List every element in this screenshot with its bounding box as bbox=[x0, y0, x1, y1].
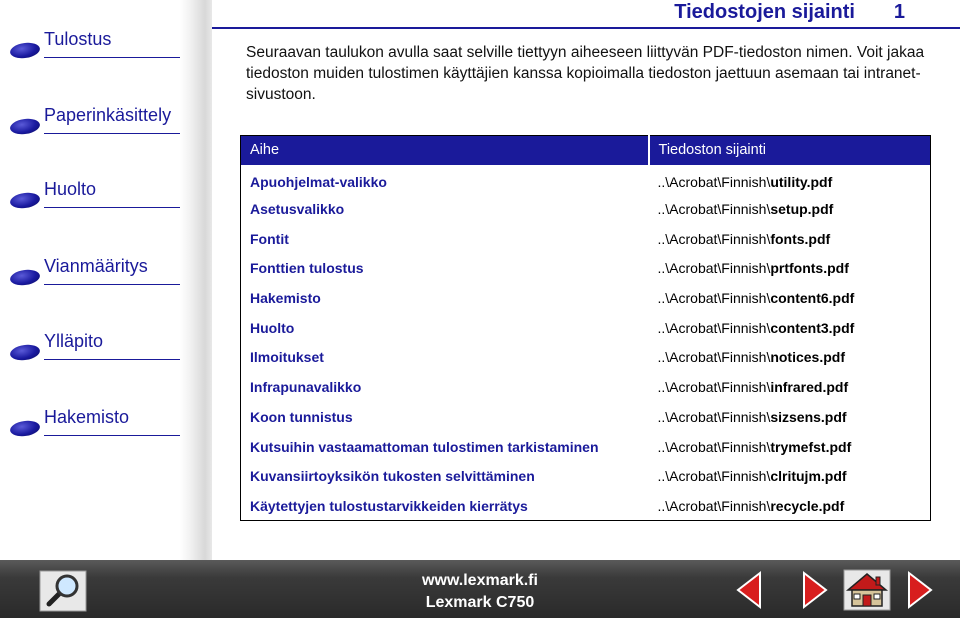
sidebar-item-paperinkasittely[interactable] bbox=[8, 96, 184, 136]
sidebar bbox=[0, 0, 212, 560]
sidebar-item-label: Huolto bbox=[44, 179, 97, 199]
link-underline bbox=[44, 207, 180, 208]
previous-page-button[interactable] bbox=[734, 570, 764, 610]
sidebar-item-tulostus[interactable] bbox=[8, 20, 184, 60]
file-name: trymefst.pdf bbox=[770, 438, 852, 455]
topic-link[interactable]: Huolto bbox=[250, 319, 295, 336]
sidebar-item-label: Paperinkäsittely bbox=[44, 105, 172, 125]
topic-link[interactable]: Infrapunavalikko bbox=[250, 379, 362, 396]
table-row bbox=[241, 402, 931, 432]
sidebar-item-label: Vianmääritys bbox=[44, 256, 148, 276]
bullet-icon bbox=[9, 419, 41, 438]
file-path bbox=[649, 194, 931, 224]
file-name: infrared.pdf bbox=[770, 379, 849, 396]
path-prefix: ..\Acrobat\Finnish\ bbox=[657, 438, 771, 455]
table-row bbox=[241, 343, 931, 373]
file-path bbox=[649, 254, 931, 284]
link-underline bbox=[44, 359, 180, 360]
table-row bbox=[241, 194, 931, 224]
sidebar-item-label: Tulostus bbox=[44, 29, 112, 49]
path-prefix: ..\Acrobat\Finnish\ bbox=[657, 408, 771, 425]
sidebar-item-hakemisto[interactable] bbox=[8, 398, 184, 438]
bullet-icon bbox=[9, 191, 41, 210]
topic-link[interactable]: Fonttien tulostus bbox=[250, 260, 364, 277]
table-row bbox=[241, 254, 931, 284]
topic-link[interactable]: Ilmoitukset bbox=[250, 349, 324, 366]
table-row bbox=[241, 491, 931, 521]
file-path bbox=[649, 402, 931, 432]
file-path bbox=[649, 283, 931, 313]
file-path bbox=[649, 491, 931, 521]
file-path bbox=[649, 165, 931, 195]
page-title: Tiedostojen sijainti bbox=[674, 1, 855, 23]
footer-url[interactable]: www.lexmark.fi bbox=[422, 572, 538, 589]
file-name: fonts.pdf bbox=[770, 230, 831, 247]
link-underline bbox=[44, 57, 180, 58]
topic-link[interactable]: Käytettyjen tulostustarvikkeiden kierrätys bbox=[250, 497, 528, 514]
footer-bar bbox=[0, 560, 960, 618]
table-row bbox=[241, 432, 931, 462]
table-row bbox=[241, 461, 931, 491]
bullet-icon bbox=[9, 268, 41, 287]
path-prefix: ..\Acrobat\Finnish\ bbox=[657, 174, 771, 191]
file-name: setup.pdf bbox=[770, 201, 834, 218]
path-prefix: ..\Acrobat\Finnish\ bbox=[657, 349, 771, 366]
arrow-left-icon bbox=[734, 570, 764, 610]
arrow-right-icon bbox=[905, 570, 935, 610]
file-name: sizsens.pdf bbox=[770, 408, 847, 425]
last-page-button[interactable] bbox=[905, 570, 935, 610]
house-icon bbox=[842, 568, 892, 612]
file-name: prtfonts.pdf bbox=[770, 260, 849, 277]
bullet-icon bbox=[9, 117, 41, 136]
file-path bbox=[649, 372, 931, 402]
sidebar-item-label: Ylläpito bbox=[44, 331, 104, 351]
table-row bbox=[241, 313, 931, 343]
table-row bbox=[241, 283, 931, 313]
sidebar-item-label: Hakemisto bbox=[44, 407, 130, 427]
intro-paragraph: Seuraavan taulukon avulla saat selville tiettyyn aiheeseen liittyvän PDF-tiedoston nimen. Voit jakaa tiedoston muiden tulostimen käyttäjien kanssa kopioimalla tiedoston jaettuun asemaan tai intranet-sivustoon. bbox=[246, 44, 925, 103]
topic-link[interactable]: Kuvansiirtoyksikön tukosten selvittäminen bbox=[250, 468, 535, 485]
path-prefix: ..\Acrobat\Finnish\ bbox=[657, 319, 771, 336]
topic-link[interactable]: Kutsuihin vastaamattoman tulostimen tarkistaminen bbox=[250, 438, 599, 455]
file-path bbox=[649, 343, 931, 373]
path-prefix: ..\Acrobat\Finnish\ bbox=[657, 379, 771, 396]
file-location-table bbox=[240, 135, 931, 521]
link-underline bbox=[44, 435, 180, 436]
link-underline bbox=[44, 133, 180, 134]
bullet-icon bbox=[9, 343, 41, 362]
path-prefix: ..\Acrobat\Finnish\ bbox=[657, 201, 771, 218]
file-name: notices.pdf bbox=[770, 349, 845, 366]
path-prefix: ..\Acrobat\Finnish\ bbox=[657, 290, 771, 307]
path-prefix: ..\Acrobat\Finnish\ bbox=[657, 497, 771, 514]
topic-link[interactable]: Koon tunnistus bbox=[250, 408, 353, 425]
link-underline bbox=[44, 284, 180, 285]
arrow-right-icon bbox=[800, 570, 830, 610]
path-prefix: ..\Acrobat\Finnish\ bbox=[657, 230, 771, 247]
file-name: content6.pdf bbox=[770, 290, 855, 307]
file-path bbox=[649, 432, 931, 462]
table-header-row bbox=[241, 136, 931, 165]
path-prefix: ..\Acrobat\Finnish\ bbox=[657, 260, 771, 277]
page-number: 1 bbox=[893, 1, 905, 23]
file-name: utility.pdf bbox=[770, 174, 833, 191]
sidebar-item-vianmaaritys[interactable] bbox=[8, 247, 184, 287]
column-header-topic: Aihe bbox=[241, 136, 649, 165]
path-prefix: ..\Acrobat\Finnish\ bbox=[657, 468, 771, 485]
topic-link[interactable]: Fontit bbox=[250, 230, 289, 247]
file-name: content3.pdf bbox=[770, 319, 855, 336]
sidebar-item-yllapito[interactable] bbox=[8, 322, 184, 362]
file-path bbox=[649, 313, 931, 343]
file-name: clritujm.pdf bbox=[770, 468, 847, 485]
topic-link[interactable]: Asetusvalikko bbox=[250, 201, 345, 218]
file-path bbox=[649, 461, 931, 491]
topic-link[interactable]: Hakemisto bbox=[250, 290, 321, 307]
table-row bbox=[241, 372, 931, 402]
table-row bbox=[241, 224, 931, 254]
topic-link[interactable]: Apuohjelmat-valikko bbox=[250, 174, 387, 191]
sidebar-item-huolto[interactable] bbox=[8, 170, 184, 210]
file-name: recycle.pdf bbox=[770, 497, 845, 514]
footer-model: Lexmark C750 bbox=[425, 594, 535, 611]
bullet-icon bbox=[9, 41, 41, 60]
file-path bbox=[649, 224, 931, 254]
title-divider bbox=[212, 27, 960, 29]
column-header-location: Tiedoston sijainti bbox=[649, 136, 931, 165]
home-button[interactable] bbox=[842, 568, 892, 612]
table-row bbox=[241, 165, 931, 195]
next-page-button[interactable] bbox=[800, 570, 830, 610]
